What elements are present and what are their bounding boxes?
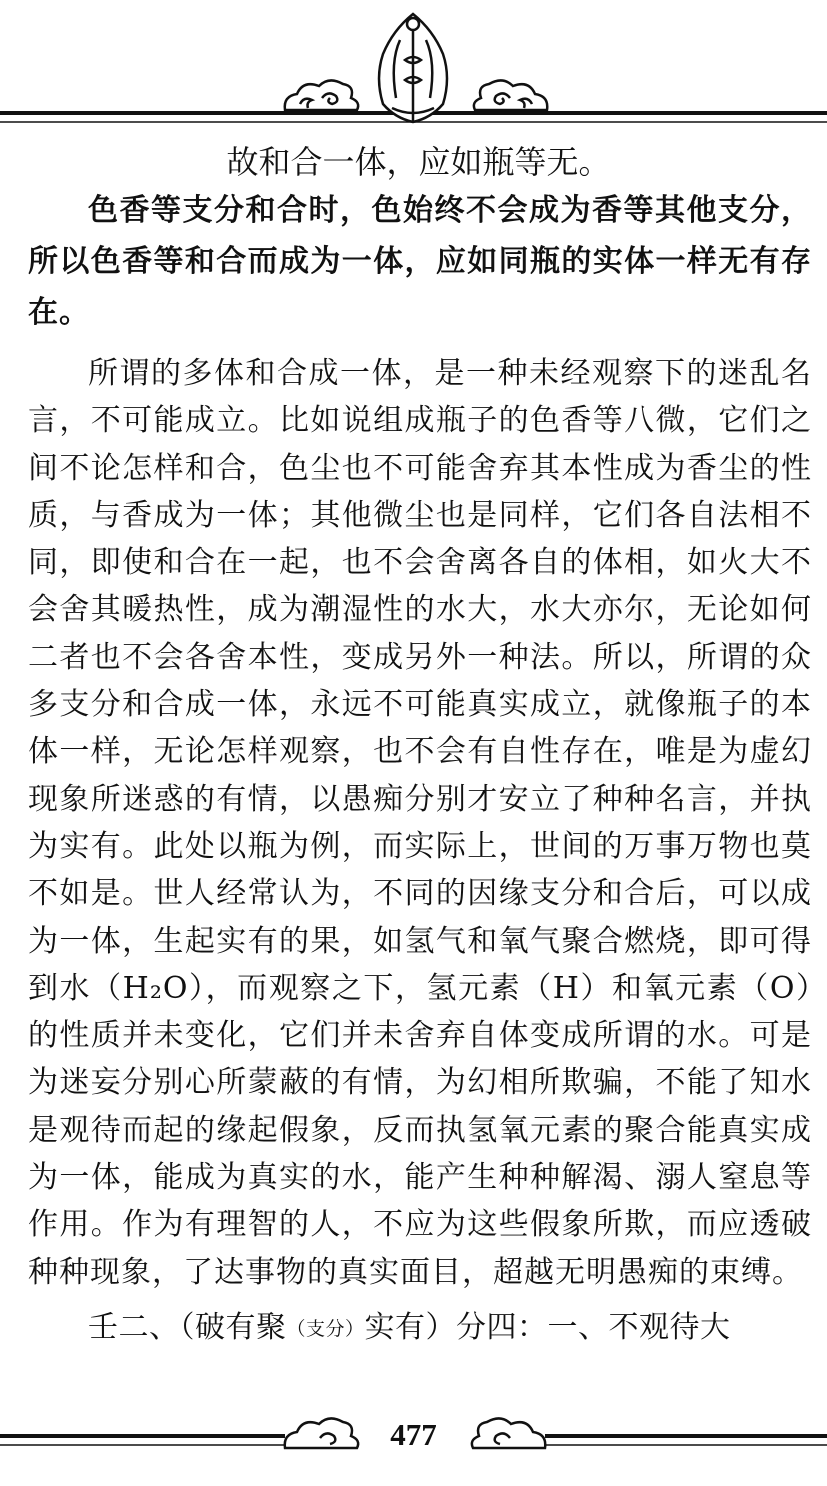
section-heading: [28, 1304, 812, 1353]
heading-part1: 壬二、（破有聚: [88, 1309, 287, 1345]
cloud-scroll-left-icon: [285, 80, 358, 110]
header-ornament: [0, 0, 827, 140]
main-content: [28, 185, 812, 1353]
cloud-scroll-right-icon: [474, 80, 547, 110]
verse-line: 故和合一体，应如瓶等无。: [226, 143, 611, 181]
body-paragraph: 所谓的多体和合成一体，是一种未经观察下的迷乱名言，不可能成立。比如说组成瓶子的色香等八微，它们之间不论怎样和合，色尘也不可能舍弃其本性成为香尘的性质，与香成为一体；其他微尘也是同样，它们各自法相不同，即使和合在一起，也不会舍离各自的体相，如火大不会舍其暖热性，成为潮湿性的水大，水大亦尔，无论如何二者也不会各舍本性，变成另外一种法。所以，所谓的众多支分和合成一体，永远不可能真实成立，就像瓶子的本体一样，无论怎样观察，也不会有自性存在，唯是为虚幻现象所迷惑的有情，以愚痴分别才安立了种种名言，并执为实有。此处以瓶为例，而实际上，世间的万事万物也莫不如是。世人经常认为，不同的因缘支分和合后，可以成为一体，生起实有的果，如氢气和氧气聚合燃烧，即可得到水（H₂O），而观察之下，氢元素（H）和氧元素（O）的性质并未变化，它们并未舍弃自体变成所谓的水。可是为迷妄分别心所蒙蔽的有情，为幻相所欺骗，不能了知水是观待而起的缘起假象，反而执氢氧元素的聚合能真实成为一体，能成为真实的水，能产生种种解渴、溺人窒息等作用。作为有理智的人，不应为这些假象所欺，而应透破种种现象，了达事物的真实面目，超越无明愚痴的束缚。: [28, 356, 812, 1290]
commentary-bold: 色香等支分和合时，色始终不会成为香等其他支分，所以色香等和合而成为一体，应如同瓶的实体一样无有存在。: [28, 193, 812, 330]
page-number: 477: [390, 1417, 437, 1452]
heading-part2: 实有）分四：一、不观待大: [364, 1309, 731, 1345]
twin-fish-emblem-icon: [379, 14, 447, 122]
heading-small: （支分）: [286, 1317, 365, 1340]
